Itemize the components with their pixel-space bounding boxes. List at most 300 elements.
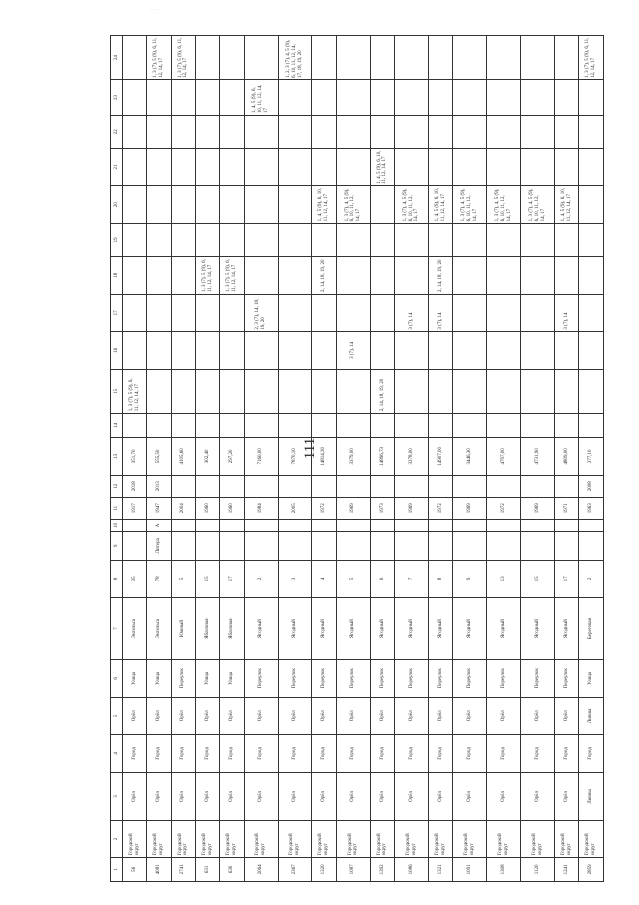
table-cell: Улица <box>147 660 171 698</box>
table-cell <box>521 332 555 370</box>
table-cell <box>171 80 195 115</box>
table-cell <box>395 115 429 148</box>
table-cell <box>370 519 394 531</box>
table-cell <box>521 369 555 413</box>
table-cell <box>244 115 278 148</box>
column-header: 20 <box>111 186 123 224</box>
table-cell: Орёл <box>453 772 487 821</box>
table-cell: Город <box>220 735 244 773</box>
table-cell <box>278 519 312 531</box>
table-cell: 2005 <box>278 497 312 519</box>
table-cell: 2741 <box>171 857 195 881</box>
table-cell: Город <box>195 735 219 773</box>
table-cell <box>312 531 336 560</box>
table-cell <box>123 36 147 80</box>
table-cell <box>312 115 336 148</box>
table-cell <box>487 115 521 148</box>
table-cell: Орёл <box>147 697 171 735</box>
table-cell: Городской округ <box>220 821 244 857</box>
table-cell: Орёл <box>336 697 370 735</box>
table-cell <box>123 80 147 115</box>
table-cell: 4731,90 <box>521 438 555 476</box>
table-cell: 2004 <box>171 497 195 519</box>
table-cell <box>579 294 604 332</box>
table-cell: 7 <box>395 560 429 598</box>
column-header: 18 <box>111 256 123 294</box>
table-cell <box>123 256 147 294</box>
table-cell <box>123 186 147 224</box>
table-cell <box>453 413 487 437</box>
table-cell: Городской округ <box>487 821 521 857</box>
table-cell: 3 (7), 14 <box>395 294 429 332</box>
table-cell <box>244 148 278 186</box>
table-cell: 15 <box>195 560 219 598</box>
table-cell: 9 <box>453 560 487 598</box>
table-cell <box>312 36 336 80</box>
table-row <box>487 36 521 882</box>
table-cell: 1963 <box>579 497 604 519</box>
table-cell <box>370 115 394 148</box>
table-cell: 2013 <box>147 475 171 497</box>
table-cell <box>395 256 429 294</box>
table-cell <box>244 332 278 370</box>
table-cell <box>244 519 278 531</box>
table-cell <box>278 294 312 332</box>
table-cell <box>579 148 604 186</box>
table-cell <box>429 475 453 497</box>
table-cell <box>429 531 453 560</box>
table-cell <box>336 294 370 332</box>
table-cell: Орёл <box>370 697 394 735</box>
table-cell: Орёл <box>453 697 487 735</box>
table-cell <box>220 80 244 115</box>
table-cell <box>171 332 195 370</box>
table-cell <box>220 531 244 560</box>
table-cell <box>395 413 429 437</box>
table-cell: Городской округ <box>171 821 195 857</box>
table-cell: 3 <box>278 560 312 598</box>
table-cell <box>555 475 579 497</box>
table-cell: Переулок <box>487 660 521 698</box>
table-cell: Улица <box>579 660 604 698</box>
table-cell <box>147 186 171 224</box>
column-header: 19 <box>111 223 123 256</box>
table-cell: Энгельса <box>123 598 147 660</box>
table-cell: Городской округ <box>278 821 312 857</box>
table-cell <box>429 36 453 80</box>
table-cell <box>487 148 521 186</box>
table-cell: Переулок <box>336 660 370 698</box>
table-cell: Переулок <box>171 660 195 698</box>
table-cell <box>312 413 336 437</box>
table-cell: Переулок <box>312 660 336 698</box>
table-cell: Город <box>453 735 487 773</box>
table-cell: Переулок <box>244 660 278 698</box>
table-cell: Орёл <box>555 772 579 821</box>
table-cell: 1087 <box>336 857 370 881</box>
table-cell: А <box>147 519 171 531</box>
table-cell: Город <box>336 735 370 773</box>
table-cell <box>244 369 278 413</box>
table-cell: Переулок <box>521 660 555 698</box>
table-cell <box>453 294 487 332</box>
table-cell <box>336 475 370 497</box>
table-cell <box>336 148 370 186</box>
page-number: 111 <box>302 437 319 460</box>
table-cell <box>123 148 147 186</box>
table-cell: Орёл <box>395 697 429 735</box>
table-cell <box>147 369 171 413</box>
table-cell <box>312 148 336 186</box>
table-row <box>195 36 219 882</box>
table-row <box>220 36 244 882</box>
table-cell <box>429 332 453 370</box>
table-cell: 3 (7), 14 <box>336 332 370 370</box>
table-cell: Орёл <box>312 772 336 821</box>
table-cell <box>147 148 171 186</box>
table-cell <box>123 115 147 148</box>
table-cell: Улица <box>220 660 244 698</box>
table-row <box>278 36 312 882</box>
table-cell: 1, 3 (7), 5 (9), 6, 11, 12, 14, 17 <box>220 256 244 294</box>
table-cell: 2367 <box>278 857 312 881</box>
table-cell: Орёл <box>395 772 429 821</box>
table-cell <box>429 223 453 256</box>
table-cell: Орёл <box>312 697 336 735</box>
table-cell <box>429 413 453 437</box>
table-row <box>395 36 429 882</box>
table-cell: 1, 3 (7), 4, 5 (9), 6, 10, 11, 12, 14, 17 <box>453 186 487 224</box>
table-cell: 1969 <box>395 497 429 519</box>
table-cell: Орёл <box>370 772 394 821</box>
table-cell: 14896,73 <box>370 438 394 476</box>
table-cell <box>278 115 312 148</box>
table-cell: 3 (7), 14 <box>429 294 453 332</box>
table-cell <box>147 413 171 437</box>
table-cell <box>312 519 336 531</box>
table-cell: Ягодный <box>429 598 453 660</box>
table-cell: Городской округ <box>312 821 336 857</box>
table-row <box>370 36 394 882</box>
table-cell <box>453 148 487 186</box>
table-cell <box>579 369 604 413</box>
table-cell <box>487 531 521 560</box>
table-row <box>555 36 579 882</box>
table-cell <box>395 475 429 497</box>
table-cell <box>278 475 312 497</box>
table-cell: 1321 <box>429 857 453 881</box>
table-cell: 377,10 <box>579 438 604 476</box>
table-cell <box>195 475 219 497</box>
table-cell: Город <box>521 735 555 773</box>
column-header: 23 <box>111 80 123 115</box>
table-cell <box>395 36 429 80</box>
table-cell <box>278 148 312 186</box>
table-cell: 1, 3 (7), 4, 5 (9), 6, 10, 11, 12, 14, 17 <box>521 186 555 224</box>
table-cell: 1, 3 (7), 4, 5 (9), 6, 10, 11, 12, 14, 17 <box>487 186 521 224</box>
table-cell <box>278 413 312 437</box>
table-cell: 630 <box>220 857 244 881</box>
table-cell <box>147 256 171 294</box>
table-cell <box>395 531 429 560</box>
table-cell: Ягодный <box>521 598 555 660</box>
table-cell <box>195 36 219 80</box>
table-cell: 1969 <box>453 497 487 519</box>
table-cell: 2, 14, 18, 19, 20 <box>370 369 394 413</box>
table-cell <box>278 80 312 115</box>
table-cell: 17 <box>555 560 579 598</box>
table-cell <box>336 80 370 115</box>
column-header: 22 <box>111 115 123 148</box>
table-cell: 1, 4, 5 (9), 6, 10, 11, 12, 14, 17 <box>312 186 336 224</box>
table-cell <box>123 531 147 560</box>
table-cell: 5 <box>336 560 370 598</box>
table-cell: 7160,00 <box>244 438 278 476</box>
table-cell <box>487 294 521 332</box>
table-cell <box>453 256 487 294</box>
table-cell: Орёл <box>123 697 147 735</box>
scan-speck: · · · <box>150 8 158 13</box>
table-cell: Городской округ <box>147 821 171 857</box>
table-cell: Город <box>171 735 195 773</box>
table-row <box>336 36 370 882</box>
table-cell: Город <box>579 735 604 773</box>
table-cell: Городской округ <box>123 821 147 857</box>
table-cell <box>453 80 487 115</box>
column-header: 16 <box>111 332 123 370</box>
table-cell <box>171 186 195 224</box>
table-cell <box>336 531 370 560</box>
column-header: 4 <box>111 735 123 773</box>
table-cell: Городской округ <box>195 821 219 857</box>
header-row <box>111 36 123 882</box>
table-cell <box>453 531 487 560</box>
table-cell <box>429 148 453 186</box>
table-cell: Ягодный <box>244 598 278 660</box>
table-cell <box>579 413 604 437</box>
table-cell <box>555 531 579 560</box>
table-cell <box>171 148 195 186</box>
table-cell <box>579 115 604 148</box>
table-cell <box>487 80 521 115</box>
table-cell <box>195 519 219 531</box>
column-header: 7 <box>111 598 123 660</box>
table-cell: Ягодный <box>312 598 336 660</box>
table-cell <box>312 369 336 413</box>
table-cell: Ягодный <box>395 598 429 660</box>
table-cell <box>487 36 521 80</box>
table-cell: Город <box>278 735 312 773</box>
table-cell: Город <box>370 735 394 773</box>
column-header: 13 <box>111 438 123 476</box>
table-cell: Городской округ <box>244 821 278 857</box>
table-cell: Орёл <box>278 772 312 821</box>
column-header: 2 <box>111 821 123 857</box>
table-cell: 17 <box>220 560 244 598</box>
table-cell <box>429 115 453 148</box>
table-cell <box>521 115 555 148</box>
table-cell <box>171 413 195 437</box>
table-cell: 1, 3 (7), 5 (9), 6, 11, 12, 14, 17 <box>171 36 195 80</box>
table-row <box>521 36 555 882</box>
table-cell <box>370 186 394 224</box>
table-cell: Городской округ <box>429 821 453 857</box>
table-cell <box>453 115 487 148</box>
table-cell <box>370 475 394 497</box>
table-cell: Город <box>429 735 453 773</box>
table-cell <box>521 148 555 186</box>
table-cell <box>195 369 219 413</box>
table-cell <box>453 519 487 531</box>
table-row <box>453 36 487 882</box>
table-cell: Переулок <box>278 660 312 698</box>
table-cell <box>487 256 521 294</box>
table-cell: Городской округ <box>521 821 555 857</box>
table-cell <box>312 475 336 497</box>
column-header: 3 <box>111 772 123 821</box>
column-header: 24 <box>111 36 123 80</box>
table-cell <box>123 294 147 332</box>
table-cell <box>244 413 278 437</box>
column-header: 8 <box>111 560 123 598</box>
table-row <box>429 36 453 882</box>
table-cell <box>278 332 312 370</box>
table-cell <box>220 186 244 224</box>
table-cell <box>521 80 555 115</box>
table-cell: 1972 <box>312 497 336 519</box>
table-row <box>244 36 278 882</box>
table-cell: Городской округ <box>370 821 394 857</box>
table-cell <box>579 531 604 560</box>
table-cell: Городской округ <box>395 821 429 857</box>
table-cell <box>429 80 453 115</box>
table-cell: 7870,10 <box>278 438 312 476</box>
table-cell <box>429 369 453 413</box>
table-cell: Орёл <box>220 697 244 735</box>
table-cell <box>312 223 336 256</box>
table-cell: Город <box>487 735 521 773</box>
table-cell: Городской округ <box>336 821 370 857</box>
table-cell <box>555 332 579 370</box>
table-cell: Литера <box>147 531 171 560</box>
table-cell <box>147 294 171 332</box>
table-cell: Орёл <box>521 697 555 735</box>
table-cell <box>278 369 312 413</box>
table-cell: 1086 <box>395 857 429 881</box>
table-cell: 14907,00 <box>429 438 453 476</box>
table-cell <box>370 223 394 256</box>
table-cell <box>370 332 394 370</box>
column-header: 10 <box>111 519 123 531</box>
table-cell <box>395 332 429 370</box>
table-cell: Яблочная <box>195 598 219 660</box>
table-cell: 5 <box>171 560 195 598</box>
table-cell <box>195 294 219 332</box>
table-cell: Городской округ <box>555 821 579 857</box>
table-cell <box>370 36 394 80</box>
table-cell: 3 (7), 14 <box>555 294 579 332</box>
table-cell: 297,20 <box>220 438 244 476</box>
table-cell: Орёл <box>220 772 244 821</box>
table-cell <box>195 223 219 256</box>
table-cell <box>487 223 521 256</box>
table-cell <box>244 531 278 560</box>
table-cell: 1, 4, 5 (9), 6, 10, 11, 12, 14, 17 <box>370 148 394 186</box>
table-cell: 1, 3 (7), 4, 5 (9), 6, 10, 11, 12, 14, 17 <box>395 186 429 224</box>
table-cell: Город <box>147 735 171 773</box>
table-cell <box>220 519 244 531</box>
table-cell: Орёл <box>487 772 521 821</box>
table-cell: Орёл <box>429 772 453 821</box>
table-cell <box>429 519 453 531</box>
table-cell: Орёл <box>555 697 579 735</box>
table-cell: 1, 3 (7), 5 (9), 6, 11, 12, 14, 17 <box>579 36 604 80</box>
table-cell: Переулок <box>395 660 429 698</box>
table-cell <box>555 80 579 115</box>
table-cell: Ягодный <box>370 598 394 660</box>
column-header: 1 <box>111 857 123 881</box>
table-cell <box>171 475 195 497</box>
table-cell <box>123 223 147 256</box>
table-cell: 1917 <box>123 497 147 519</box>
table-cell: Орёл <box>487 697 521 735</box>
table-cell: 555,50 <box>147 438 171 476</box>
table-cell <box>521 413 555 437</box>
table-cell <box>555 36 579 80</box>
column-header: 11 <box>111 497 123 519</box>
table-cell <box>487 369 521 413</box>
table-cell <box>453 332 487 370</box>
table-cell <box>278 531 312 560</box>
table-cell: Ягодный <box>487 598 521 660</box>
table-cell <box>555 256 579 294</box>
table-cell <box>395 148 429 186</box>
table-cell: Орёл <box>195 697 219 735</box>
table-cell <box>336 256 370 294</box>
table-cell <box>370 531 394 560</box>
table-cell: 2, 3 (7), 14, 18, 19, 20 <box>244 294 278 332</box>
table-cell <box>555 115 579 148</box>
table-cell: Орёл <box>123 772 147 821</box>
table-cell <box>278 186 312 224</box>
table-cell <box>579 519 604 531</box>
table-cell <box>195 332 219 370</box>
table-cell <box>521 36 555 80</box>
table-cell: 1392 <box>370 857 394 881</box>
table-cell <box>487 519 521 531</box>
table-cell: 1973 <box>370 497 394 519</box>
table-cell: Орёл <box>521 772 555 821</box>
table-cell: Береговая <box>579 598 604 660</box>
table-row <box>123 36 147 882</box>
table-cell <box>370 413 394 437</box>
table-cell: Переулок <box>555 660 579 698</box>
table-cell <box>453 475 487 497</box>
table-cell: 2 <box>244 560 278 598</box>
table-cell: 1, 3 (7), 5 (9), 6, 11, 12, 14, 17 <box>123 369 147 413</box>
table-cell <box>244 186 278 224</box>
table-cell <box>244 36 278 80</box>
table-cell: Городской округ <box>579 821 604 857</box>
table-cell: Переулок <box>370 660 394 698</box>
table-cell <box>579 80 604 115</box>
table-cell: 1960 <box>195 497 219 519</box>
table-cell: 4081 <box>147 857 171 881</box>
table-cell <box>370 256 394 294</box>
table-cell: 3379,00 <box>336 438 370 476</box>
table-cell: Городской округ <box>453 821 487 857</box>
table-cell <box>555 223 579 256</box>
